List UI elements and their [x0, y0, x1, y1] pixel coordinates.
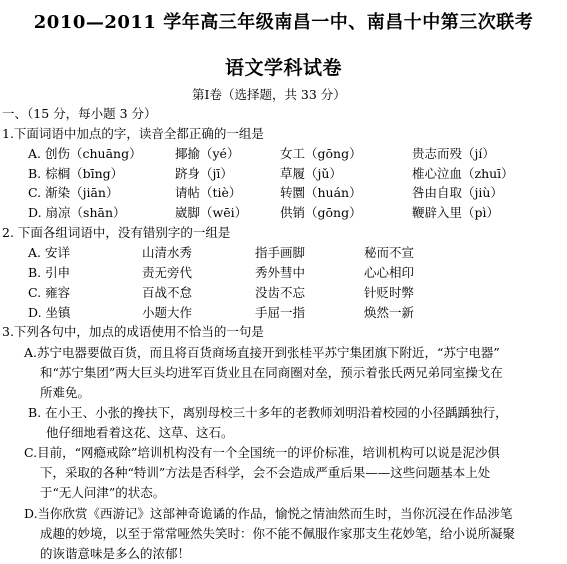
q2-option-row3-item3: 没齿不忘 — [255, 285, 306, 300]
q1-option-row4-item2: 崴脚（wēi） — [175, 205, 248, 220]
q3-text-line: 于“无人问津”的状态。 — [40, 485, 166, 500]
q1-option-row2-item1: B. 棕榈（bīng） — [28, 166, 124, 181]
q3-text-line: 下，采取的各种“特训”方法是否科学，会不会造成严重后果——这些问题基本上处 — [40, 465, 491, 480]
section-heading: 第Ⅰ卷（选择题，共 33 分） — [192, 87, 346, 102]
q1-option-row1-item3: 女工（gōng） — [280, 146, 362, 161]
q2-option-row1-item3: 指手画脚 — [255, 245, 306, 260]
q2-option-row1-item2: 山清水秀 — [142, 245, 193, 260]
q3-text-line: 的诙谐意味是多么的浓郁！ — [40, 546, 191, 561]
q2-option-row2-item3: 秀外彗中 — [255, 265, 306, 280]
question-1-stem: 1.下面词语中加点的字，读音全都正确的一组是 — [2, 126, 264, 141]
exam-subtitle: 语文学科试卷 — [224, 57, 342, 79]
q3-text-line: D.当你欣赏《西游记》这部神奇诡谲的作品，愉悦之情油然而生时，当你沉浸在作品涉笔 — [24, 506, 513, 521]
q3-text-line: 和“苏宁集团”两大巨头均进军百货业且在同商圈对垒，预示着张氏两兄弟同室操戈在 — [40, 365, 503, 380]
q2-option-row4-item2: 小题大作 — [142, 305, 193, 320]
q2-option-row4-item1: D. 坐镇 — [28, 305, 71, 320]
q3-text-line: 所难免。 — [40, 385, 91, 400]
q1-option-row2-item2: 跻身（jī） — [175, 166, 233, 181]
q3-text-line: B. 在小王、小张的搀扶下，离别母校三十多年的老教师刘明沿着校园的小径踽踽独行， — [28, 405, 508, 420]
q2-option-row2-item2: 责无旁代 — [142, 265, 193, 280]
q2-option-row1-item4: 秘而不宣 — [364, 245, 415, 260]
exam-title: 2010—2011 学年高三年级南昌一中、南昌十中第三次联考 — [33, 12, 534, 33]
q1-option-row1-item4: 贵志而殁（jí） — [412, 146, 495, 161]
q2-option-row4-item4: 焕然一新 — [364, 305, 415, 320]
q1-option-row3-item2: 请帖（tiè） — [175, 185, 242, 200]
q3-text-line: C.目前，“网瘾戒除”培训机构没有一个全国统一的评价标准，培训机构可以说是泥沙俱 — [24, 445, 500, 460]
q1-option-row1-item1: A. 创伤（chuāng） — [28, 146, 142, 161]
q2-option-row3-item2: 百战不怠 — [142, 285, 193, 300]
q1-option-row1-item2: 揶揄（yé） — [175, 146, 240, 161]
q1-option-row4-item3: 供销（gōng） — [280, 205, 362, 220]
q1-option-row3-item4: 咎由自取（jiù） — [412, 185, 503, 200]
q1-option-row3-item3: 转圜（huán） — [280, 185, 362, 200]
q1-option-row3-item1: C. 渐染（jiān） — [28, 185, 119, 200]
q3-text-line: 他仔细地看着这花、这草、这石。 — [46, 425, 234, 440]
part-heading: 一、（15 分，每小题 3 分） — [2, 106, 157, 121]
question-3-stem: 3.下列各句中，加点的成语使用不恰当的一句是 — [2, 324, 264, 339]
question-2-stem: 2. 下面各组词语中，没有错别字的一组是 — [2, 225, 231, 240]
q3-text-line: 成趣的妙境，以至于常常哑然失笑时：你不能不佩服作家那支生花妙笔，给小说所凝聚 — [40, 526, 516, 541]
q1-option-row2-item3: 草履（jǔ） — [280, 166, 342, 181]
q3-text-line: A.苏宁电器要做百货，而且将百货商场直接开到张桂平苏宁集团旗下附近，“苏宁电器” — [24, 345, 500, 360]
q2-option-row3-item1: C. 雍容 — [28, 285, 71, 300]
q2-option-row4-item3: 手屈一指 — [255, 305, 306, 320]
q2-option-row1-item1: A. 安详 — [28, 245, 70, 260]
q2-option-row2-item4: 心心相印 — [364, 265, 415, 280]
q1-option-row4-item4: 鞭辟入里（pì） — [412, 205, 499, 220]
q2-option-row2-item1: B. 引申 — [28, 265, 71, 280]
q1-option-row2-item4: 椎心泣血（zhuī） — [412, 166, 514, 181]
q2-option-row3-item4: 针贬时弊 — [364, 285, 415, 300]
q1-option-row4-item1: D. 扇凉（shān） — [28, 205, 126, 220]
